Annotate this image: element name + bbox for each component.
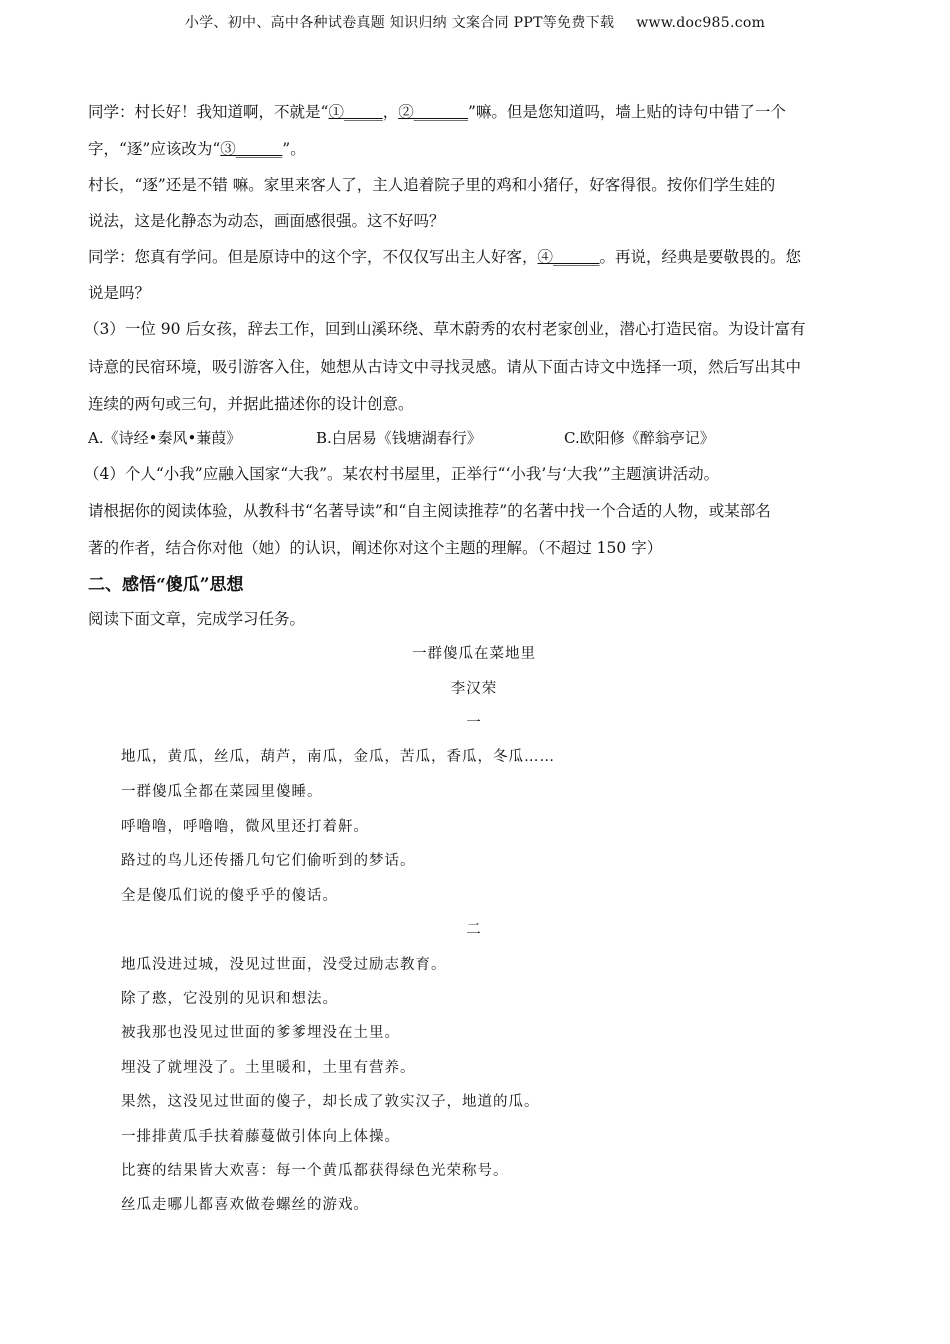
- poem-line: 地瓜没进过城，没见过世面，没受过励志教育。: [121, 957, 447, 973]
- q3-line-2: 诗意的民宿环境，吸引游客入住，她想从古诗文中寻找灵感。请从下面古诗文中选择一项，然后写出其中: [88, 358, 802, 376]
- poem-title: 一群傻瓜在菜地里: [412, 646, 536, 662]
- q3-line-1: （3）一位 90 后女孩，辞去工作，回到山溪环绕、草木蔚秀的农村老家创业，潜心打造民宿。为设计富有: [84, 320, 806, 338]
- blank-3: ③______: [220, 140, 283, 158]
- poem-line: 除了憨，它没别的见识和想法。: [121, 991, 338, 1007]
- dialogue-line-6: 说是吗？: [88, 284, 151, 302]
- dialogue-line-5: 同学：您真有学问。但是原诗中的这个字，不仅仅写出主人好客，④______。再说，经典是要敬畏的。您: [88, 248, 802, 266]
- poem-line: 丝瓜走哪儿都喜欢做卷螺丝的游戏。: [121, 1197, 369, 1213]
- section-2-heading: 二、感悟“傻瓜”思想: [88, 575, 244, 595]
- poem-line: 一排排黄瓜手扶着藤蔓做引体向上体操。: [121, 1129, 400, 1145]
- dialogue-line-2: 字，“逐”应该改为“③______”。: [88, 140, 306, 158]
- dialogue-line-1: 同学：村长好！我知道啊，不就是“①_____，②_______”嘛。但是您知道吗，墙上贴的诗句中错了一个: [88, 103, 786, 121]
- option-b: B.白居易《钱塘湖春行》: [316, 429, 482, 447]
- poem-line: 被我那也没见过世面的爹爹埋没在土里。: [121, 1025, 400, 1041]
- page-header: [0, 12, 950, 32]
- header-text: 小学、初中、高中各种试卷真题 知识归纳 文案合同 PPT等免费下载: [184, 15, 615, 31]
- q4-line-3: 著的作者，结合你对他（她）的认识，阐述你对这个主题的理解。（不超过 150 字）: [88, 539, 663, 557]
- poem-line: 地瓜，黄瓜，丝瓜，葫芦，南瓜，金瓜，苦瓜，香瓜，冬瓜……: [121, 749, 555, 765]
- header-url[interactable]: www.doc985.com: [636, 15, 766, 31]
- poem-part-2-label: 二: [466, 922, 482, 938]
- option-a: A.《诗经•秦风•蒹葭》: [88, 429, 242, 447]
- poem-line: 一群傻瓜全都在菜园里傻睡。: [121, 784, 323, 800]
- poem-line: 比赛的结果皆大欢喜：每一个黄瓜都获得绿色光荣称号。: [121, 1163, 509, 1179]
- blank-4: ④______: [537, 248, 600, 266]
- blank-2: ②_______: [398, 103, 468, 121]
- option-c: C.欧阳修《醉翁亭记》: [564, 429, 715, 447]
- q3-line-3: 连续的两句或三句，并据此描述你的设计创意。: [88, 395, 414, 413]
- q4-line-1: （4）个人“小我”应融入国家“大我”。某农村书屋里，正举行“‘小我’与‘大我’”主题演讲活动。: [84, 465, 720, 483]
- poem-line: 呼噜噜，呼噜噜，微风里还打着鼾。: [121, 819, 369, 835]
- dialogue-line-4: 说法，这是化静态为动态，画面感很强。这不好吗？: [88, 212, 445, 230]
- poem-line: 果然，这没见过世面的傻子，却长成了敦实汉子，地道的瓜。: [121, 1094, 540, 1110]
- section-2-instruction: 阅读下面文章，完成学习任务。: [88, 610, 306, 628]
- blank-1: ①_____: [328, 103, 383, 121]
- q4-line-2: 请根据你的阅读体验，从教科书“名著导读”和“自主阅读推荐”的名著中找一个合适的人物，或某部名: [88, 502, 771, 520]
- q3-options: [88, 427, 715, 448]
- poem-line: 全是傻瓜们说的傻乎乎的傻话。: [121, 888, 338, 904]
- poem-part-1-label: 一: [466, 715, 482, 731]
- poem-author: 李汉荣: [450, 681, 498, 697]
- poem-line: 埋没了就埋没了。土里暖和，土里有营养。: [121, 1060, 416, 1076]
- poem-line: 路过的鸟儿还传播几句它们偷听到的梦话。: [121, 853, 416, 869]
- dialogue-line-3: 村长，“逐”还是不错 嘛。家里来客人了，主人追着院子里的鸡和小猪仔，好客得很。按你们学生娃的: [88, 176, 776, 194]
